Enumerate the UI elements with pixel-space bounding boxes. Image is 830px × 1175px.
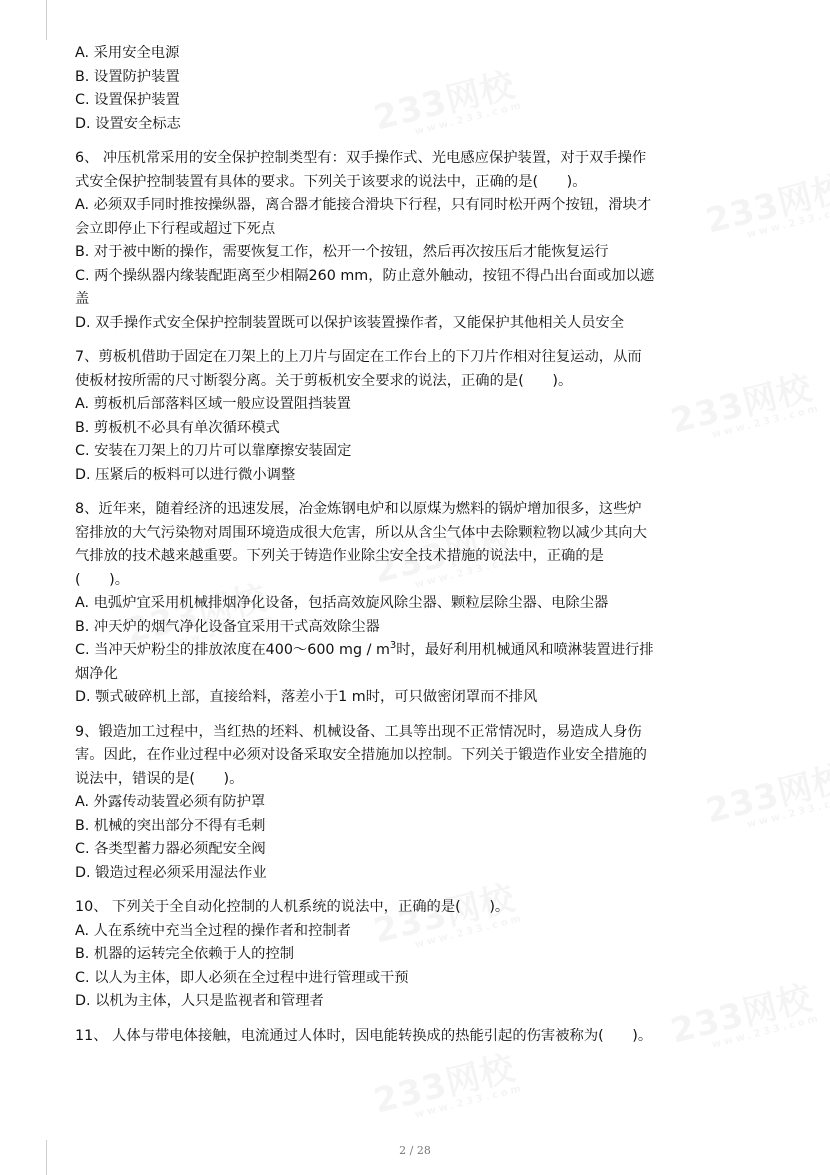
option-b: B. 冲天炉的烟气净化设备宜采用干式高效除尘器 [75,618,380,635]
question-7 [75,346,787,487]
watermark [368,1039,525,1129]
option-c: C. 各类型蓄力器必须配安全阀 [75,841,266,857]
option-a-continued: 会立即停止下行程或超过下死点 [75,220,276,237]
option-c: C. 以人为主体，即人必须在全过程中进行管理或干预 [75,969,409,986]
option-b: B. 对于被中断的操作，需要恢复工作，松开一个按钮，然后再次按压后才能恢复运行 [75,244,609,260]
page-edge-line [46,0,47,40]
question-stem: 11、 人体与带电体接触，电流通过人体时，因电能转换成的热能引起的伤害被称为( )。 [75,1027,653,1044]
option-c-text: 时，最好利用机械通风和喷淋装置进行排 [396,642,654,658]
option-d: D. 颚式破碎机上部，直接给料，落差小于1 m时，可只做密闭罩而不排风 [75,689,538,705]
question-8 [75,498,787,710]
question-stem: 10、 下列关于全自动化控制的人机系统的说法中，正确的是( )。 [75,899,510,915]
question-6 [75,147,787,335]
option-c-continued: 盖 [75,291,90,307]
question-stem: 7、剪板机借助于固定在刀架上的上刀片与固定在工作台上的下刀片作相对往复运动，从而 [75,349,642,365]
question-stem: 式安全保护控制装置有具体的要求。下列关于该要求的说法中，正确的是( )。 [75,173,587,190]
option-d: D. 设置安全标志 [75,115,181,132]
option-c: C. 安装在刀架上的刀片可以靠摩擦安装固定 [75,443,352,459]
option-b: B. 机械的突出部分不得有毛刺 [75,817,266,834]
option-d: D. 以机为主体，人只是监视者和管理者 [75,993,324,1009]
question-stem: 8、近年来，随着经济的迅速发展，冶金炼钢电炉和以原煤为燃料的锅炉增加很多，这些炉 [75,501,642,517]
option-d: D. 锻造过程必须采用湿法作业 [75,864,267,881]
document-body [75,42,787,1048]
option-c [75,639,787,663]
option-c-continued: 烟净化 [75,665,118,682]
question-stem: 9、锻造加工过程中，当红热的坯料、机械设备、工具等出现不正常情况时，易造成人身伤 [75,723,642,740]
option-a: A. 电弧炉宜采用机械排烟净化设备，包括高效旋风除尘器、颗粒层除尘器、电除尘器 [75,595,609,611]
question-stem: ( )。 [75,571,130,588]
question-9 [75,721,787,886]
option-a: A. 人在系统中充当全过程的操作者和控制者 [75,922,351,939]
superscript-3: 3 [389,640,397,652]
question-stem: 窑排放的大气污染物对周围环境造成很大危害，所以从含尘气体中去除颗粒物以减少其向大 [75,524,647,541]
option-b: B. 机器的运转完全依赖于人的控制 [75,946,295,962]
option-c: C. 设置保护装置 [75,92,180,108]
question-stem: 说法中，错误的是( )。 [75,770,244,787]
question-5-options [75,42,787,136]
option-a: A. 剪板机后部落料区域一般应设置阻挡装置 [75,396,351,412]
question-stem: 害。因此，在作业过程中必须对设备采取安全措施加以控制。下列关于锻造作业安全措施的 [75,747,647,763]
question-stem: 6、 冲压机常采用的安全保护控制类型有：双手操作式、光电感应保护装置，对于双手操作 [75,150,647,166]
option-b: B. 剪板机不必具有单次循环模式 [75,419,280,436]
option-d: D. 双手操作式安全保护控制装置既可以保护该装置操作者，又能保护其他相关人员安全 [75,314,625,331]
option-b: B. 设置防护装置 [75,68,180,85]
option-a: A. 外露传动装置必须有防护罩 [75,794,266,810]
option-c: C. 两个操纵器内缘装配距离至少相隔260 mm，防止意外触动，按钮不得凸出台面或加以遮 [75,267,655,284]
option-a: A. 必须双手同时推按操纵器，离合器才能接合滑块下行程，只有同时松开两个按钮，滑块才 [75,197,652,213]
question-stem: 气排放的技术越来越重要。下列关于铸造作业除尘安全技术措施的说法中，正确的是 [75,548,604,564]
question-stem: 使板材按所需的尺寸断裂分离。关于剪板机安全要求的说法，正确的是( )。 [75,372,573,389]
page-number: 2 / 28 [399,1144,431,1157]
question-11 [75,1025,787,1049]
option-c-text: C. 当冲天炉粉尘的排放浓度在400～600 mg / m [75,642,390,658]
question-10 [75,896,787,1014]
option-d: D. 压紧后的板料可以进行微小调整 [75,466,296,483]
option-a: A. 采用安全电源 [75,45,180,61]
